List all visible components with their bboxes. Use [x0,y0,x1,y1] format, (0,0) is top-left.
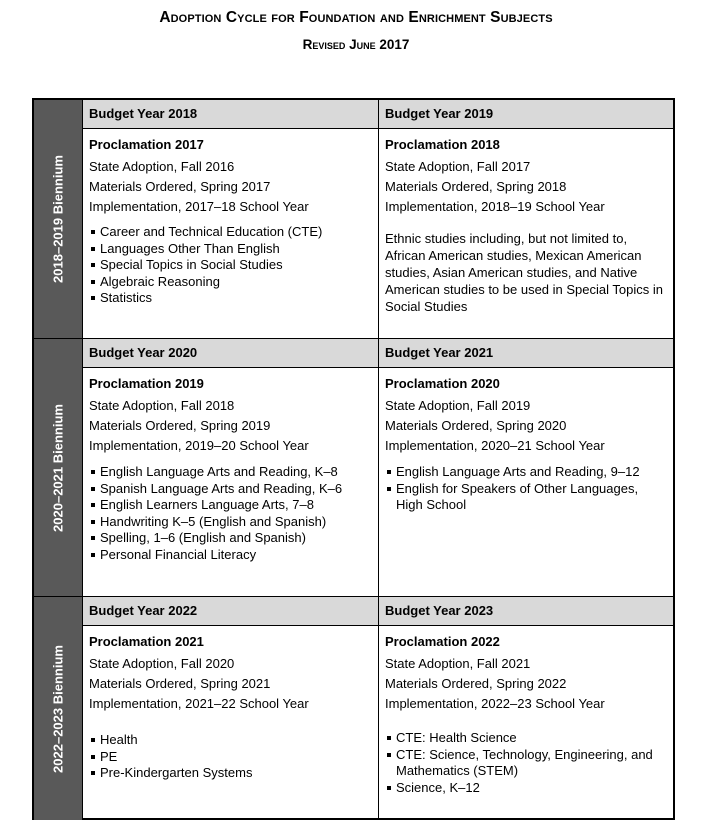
implementation-text: Implementation, 2018–19 School Year [385,199,605,214]
ethnic-studies-note: Ethnic studies including, but not limited to, African American studies, Mexican American studies, Asian American studies, and Native American studies to be used in Special Topics in Social Studies [385,231,663,314]
subject-list-item: Career and Technical Education (CTE) [89,224,372,241]
subject-list [89,224,372,307]
state-adoption-text: State Adoption, Fall 2016 [89,159,235,174]
biennium-band [34,339,82,597]
state-adoption-text: State Adoption, Fall 2019 [385,398,531,413]
budget-year-cell [378,339,673,597]
budget-year-heading: Budget Year 2023 [379,597,673,626]
subject-list-item: Pre-Kindergarten Systems [89,765,372,782]
subject-list [385,730,667,796]
proclamation-title: Proclamation 2019 [89,376,204,391]
subject-list [89,732,372,782]
proclamation-title: Proclamation 2020 [385,376,500,391]
subject-list-item: Personal Financial Literacy [89,547,372,564]
biennium-band [34,100,82,339]
materials-ordered-text: Materials Ordered, Spring 2020 [385,418,567,433]
budget-year-heading: Budget Year 2021 [379,339,673,368]
subject-list-item: English Language Arts and Reading, 9–12 [385,464,667,481]
subject-list-item: Handwriting K–5 (English and Spanish) [89,514,372,531]
subject-list-item: CTE: Science, Technology, Engineering, and Mathematics (STEM) [385,747,667,780]
materials-ordered-text: Materials Ordered, Spring 2017 [89,179,271,194]
subject-list-item: Health [89,732,372,749]
cell-body [379,129,673,315]
budget-year-heading: Budget Year 2022 [83,597,378,626]
implementation-text: Implementation, 2020–21 School Year [385,438,605,453]
subject-list-item: PE [89,749,372,766]
implementation-text: Implementation, 2022–23 School Year [385,696,605,711]
cell-body [83,129,378,307]
subject-list [385,464,667,514]
implementation-text: Implementation, 2019–20 School Year [89,438,309,453]
budget-year-cell [378,100,673,339]
materials-ordered-text: Materials Ordered, Spring 2021 [89,676,271,691]
budget-year-heading: Budget Year 2018 [83,100,378,129]
materials-ordered-text: Materials Ordered, Spring 2019 [89,418,271,433]
proclamation-title: Proclamation 2021 [89,634,204,649]
subject-list-item: Spelling, 1–6 (English and Spanish) [89,530,372,547]
cell-body [83,626,378,782]
budget-year-cell [82,597,378,820]
implementation-text: Implementation, 2021–22 School Year [89,696,309,711]
cell-body [379,626,673,796]
subject-list-item: Algebraic Reasoning [89,274,372,291]
subject-list [89,464,372,563]
materials-ordered-text: Materials Ordered, Spring 2022 [385,676,567,691]
adoption-cycle-table [32,98,675,820]
state-adoption-text: State Adoption, Fall 2017 [385,159,531,174]
biennium-label: 2018–2019 Biennium [50,155,66,283]
subject-list-item: Statistics [89,290,372,307]
state-adoption-text: State Adoption, Fall 2020 [89,656,235,671]
budget-year-heading: Budget Year 2019 [379,100,673,129]
biennium-label: 2020–2021 Biennium [50,403,66,532]
cell-body [83,368,378,563]
document-subtitle: Revised June 2017 [302,37,410,52]
budget-year-heading: Budget Year 2020 [83,339,378,368]
subject-list-item: Science, K–12 [385,780,667,797]
subject-list-item: Spanish Language Arts and Reading, K–6 [89,481,372,498]
subject-list-item: English Learners Language Arts, 7–8 [89,497,372,514]
biennium-band [34,597,82,820]
subject-list-item: Languages Other Than English [89,241,372,258]
subject-list-item: English for Speakers of Other Languages, High School [385,481,667,514]
budget-year-cell [82,100,378,339]
biennium-label: 2022–2023 Biennium [50,644,66,773]
proclamation-title: Proclamation 2022 [385,634,500,649]
subject-list-item: CTE: Health Science [385,730,667,747]
proclamation-title: Proclamation 2018 [385,137,500,152]
budget-year-cell [82,339,378,597]
materials-ordered-text: Materials Ordered, Spring 2018 [385,179,567,194]
subject-list-item: Special Topics in Social Studies [89,257,372,274]
proclamation-title: Proclamation 2017 [89,137,204,152]
cell-body [379,368,673,514]
state-adoption-text: State Adoption, Fall 2021 [385,656,531,671]
document-title: Adoption Cycle for Foundation and Enrichment Subjects [159,9,553,26]
state-adoption-text: State Adoption, Fall 2018 [89,398,235,413]
subject-list-item: English Language Arts and Reading, K–8 [89,464,372,481]
implementation-text: Implementation, 2017–18 School Year [89,199,309,214]
budget-year-cell [378,597,673,820]
